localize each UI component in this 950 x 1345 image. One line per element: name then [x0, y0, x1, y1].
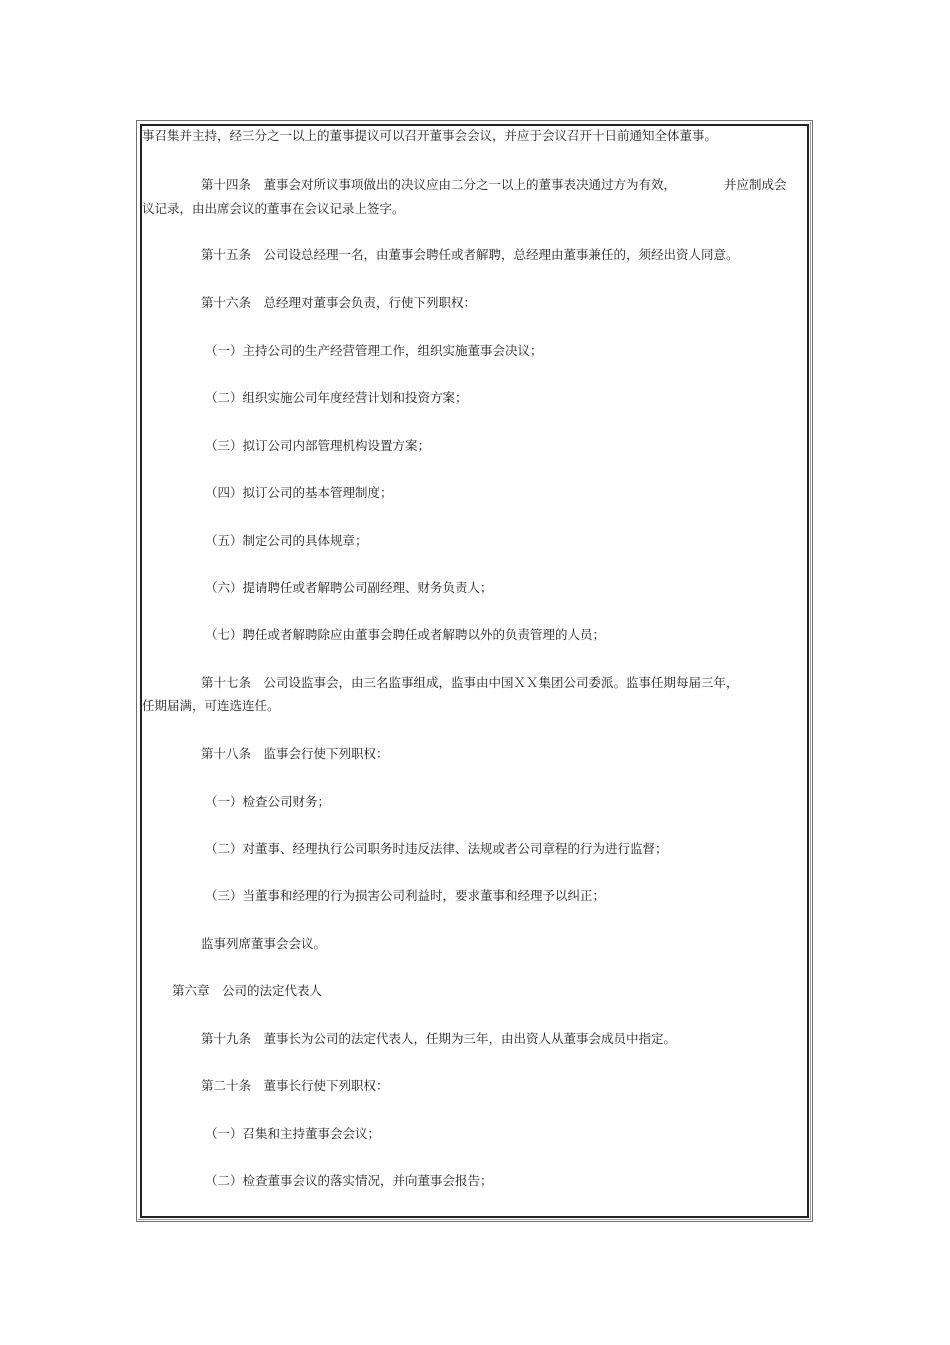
- text-line: 任期届满，可连选连任。: [142, 698, 280, 713]
- text-segment: 第十四条 董事会对所议事项做出的决议应由二分之一以上的董事表决通过方为有效，: [201, 177, 677, 192]
- article-19: 第十九条 董事长为公司的法定代表人，任期为三年，由出资人从董事会成员中指定。: [201, 1031, 677, 1046]
- article-17: 第十七条 公司设监事会，由三名监事组成，监事由中国ＸＸ集团公司委派。监事任期每届三年，: [201, 675, 739, 690]
- list-item: （二）对董事、经理执行公司职务时违反法律、法规或者公司章程的行为进行监督；: [205, 841, 668, 856]
- list-item: （一）检查公司财务；: [205, 794, 331, 809]
- text-line: 事召集并主持，经三分之一以上的董事提议可以召开董事会会议，并应于会议召开十日前通知全体董事。: [142, 128, 718, 143]
- list-item: （三）拟订公司内部管理机构设置方案；: [205, 438, 431, 453]
- article-20: 第二十条 董事长行使下列职权：: [201, 1078, 389, 1093]
- list-item: （三）当董事和经理的行为损害公司利益时，要求董事和经理予以纠正；: [205, 888, 606, 903]
- list-item: （二）检查董事会议的落实情况，并向董事会报告；: [205, 1173, 493, 1188]
- list-item: （五）制定公司的具体规章；: [205, 533, 368, 548]
- text-line: 监事列席董事会会议。: [201, 936, 327, 951]
- list-item: （一）召集和主持董事会会议；: [205, 1126, 381, 1141]
- text-segment: 并应制成会: [724, 177, 787, 192]
- list-item: （四）拟订公司的基本管理制度；: [205, 485, 393, 500]
- article-16: 第十六条 总经理对董事会负责，行使下列职权：: [201, 295, 477, 310]
- article-14-line: [201, 177, 787, 193]
- text-line: 议记录，由出席会议的董事在会议记录上签字。: [142, 201, 405, 216]
- list-item: （一）主持公司的生产经营管理工作，组织实施董事会决议；: [205, 343, 543, 358]
- article-15: 第十五条 公司设总经理一名，由董事会聘任或者解聘，总经理由董事兼任的，须经出资人同意。: [201, 247, 739, 262]
- document-frame-shadow: [138, 122, 811, 1220]
- list-item: （六）提请聘任或者解聘公司副经理、财务负责人；: [205, 580, 493, 595]
- list-item: （七）聘任或者解聘除应由董事会聘任或者解聘以外的负责管理的人员；: [205, 627, 606, 642]
- document-frame: [136, 120, 813, 1222]
- list-item: （二）组织实施公司年度经营计划和投资方案；: [205, 390, 468, 405]
- chapter-heading: 第六章 公司的法定代表人: [172, 983, 323, 998]
- article-18: 第十八条 监事会行使下列职权：: [201, 746, 389, 761]
